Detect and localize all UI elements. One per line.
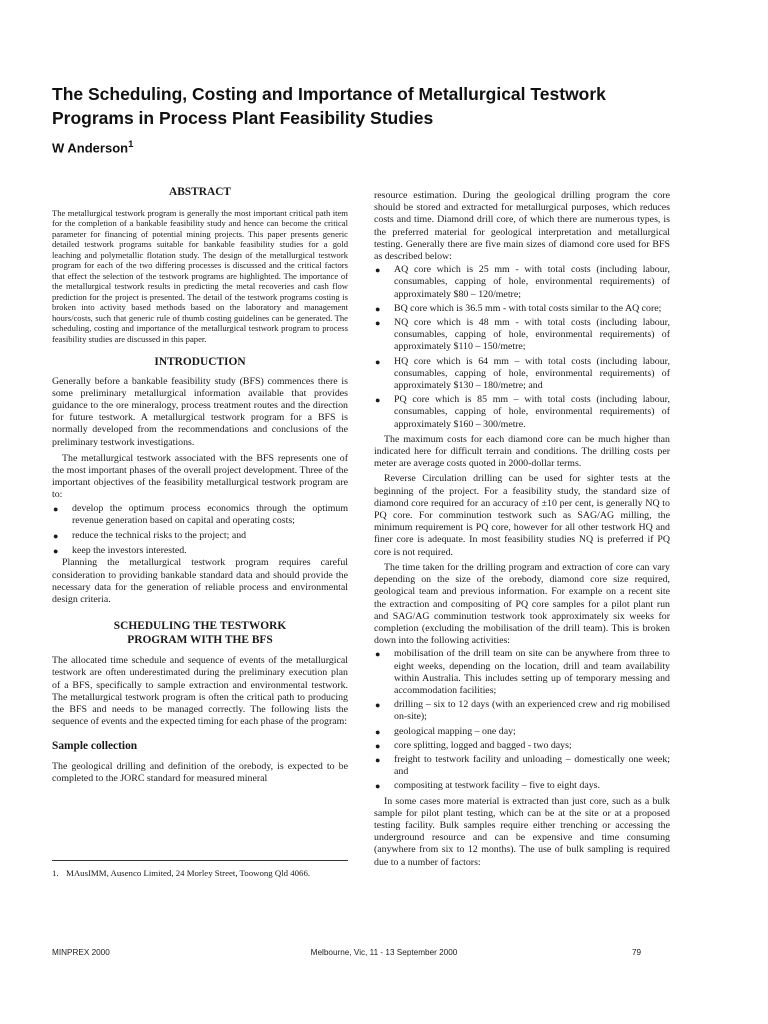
scheduling-heading: SCHEDULING THE TESTWORK PROGRAM WITH THE BFS xyxy=(113,620,287,646)
introduction-paragraph-2: The metallurgical testwork associated with the BFS represents one of the most important phases of the overall project development. Three of the important objectives of the feasibility metallurgical testwork program are to: xyxy=(52,452,348,501)
author-name: W Anderson xyxy=(52,140,129,156)
list-item: ● develop the optimum process economics through the optimum revenue generation based on capital and operating costs; xyxy=(53,502,348,526)
footnote-divider xyxy=(52,860,348,861)
footer-conference: MINPREX 2000 xyxy=(52,948,110,957)
right-paragraph-1: resource estimation. During the geological drilling program the core should be stored and extracted for metallurgical purposes, which reduces costs and time. Diamond drill core, of which there are numerous types, is the preferred material for geological interpretation and metallurgical testing. Generally there are five main sizes of diamond core used for BFS as described below: xyxy=(374,190,670,263)
abstract-heading: ABSTRACT xyxy=(168,186,232,198)
list-item: ● NQ core which is 48 mm - with total costs (including labour, consumables, capping of hole, environmental requirements) of approximately $110 – 150/metre; xyxy=(375,317,670,353)
list-item: ● keep the investors interested. xyxy=(53,545,187,557)
introduction-paragraph-1: Generally before a bankable feasibility study (BFS) commences there is some preliminary metallurgical information available that provides guidance to the ore mineralogy, process treatment routes and the direction for future testwork. A metallurgical testwork program for a BFS is normally developed from the recommendations and conclusions of the preliminary testwork investigations. xyxy=(52,375,348,448)
bullet-icon: ● xyxy=(375,649,381,660)
author-line xyxy=(52,139,133,155)
right-paragraph-3: Reverse Circulation drilling can be used for sighter tests at the beginning of the project. For a feasibility study, the standard size of diamond core required for an accuracy of ±10 per cent, is generally NQ to PQ core. For comminution testwork such as SAG/AG milling, the minimum requirement is PQ core, however for all other testwork HQ and finer core is adequate. In most feasibility studies NQ is preferred if PQ core is not required. xyxy=(374,473,670,558)
footnote-text: MAusIMM, Ausenco Limited, 24 Morley Street, Toowong Qld 4066. xyxy=(66,868,311,878)
paper-title: The Scheduling, Costing and Importance of Metallurgical Testwork Programs in Process Plant Feasibility Studies xyxy=(52,84,606,128)
footnote-mark: 1. xyxy=(52,868,59,878)
bullet-icon: ● xyxy=(53,503,59,514)
list-item: ● AQ core which is 25 mm - with total costs (including labour, consumables, capping of hole, environmental requirements) of approximately $80 – 120/metre; xyxy=(375,264,670,300)
list-item: ● mobilisation of the drill team on site can be anywhere from three to eight weeks, depending on the location, drill and team availability within Australia. This includes setting up of temporary messing and accommodation facilities; xyxy=(375,648,670,696)
sample-collection-heading: Sample collection xyxy=(52,740,138,753)
bullet-icon: ● xyxy=(375,726,381,737)
left-column xyxy=(52,186,348,785)
list-item: ● core splitting, logged and bagged - two days; xyxy=(375,739,572,751)
bullet-icon: ● xyxy=(375,740,381,751)
bullet-icon: ● xyxy=(375,356,381,367)
scheduling-paragraph-1: The allocated time schedule and sequence of events of the metallurgical testwork are often underestimated during the preliminary execution plan of a BFS, specifically to sample extraction and environmental testwork. The metallurgical testwork program is often the critical path to producing the BFS and needs to be managed correctly. The following lists the sequence of events and the expected timing for each phase of the program: xyxy=(52,655,348,728)
bullet-icon: ● xyxy=(375,318,381,329)
right-column xyxy=(374,190,670,869)
bullet-icon: ● xyxy=(375,754,381,765)
bullet-icon: ● xyxy=(375,265,381,276)
footnote xyxy=(52,868,348,879)
bullet-icon: ● xyxy=(53,546,59,557)
bullet-icon: ● xyxy=(375,700,381,711)
introduction-heading: INTRODUCTION xyxy=(154,356,246,368)
right-paragraph-5: In some cases more material is extracted than just core, such as a bulk sample for pilot plant testing, which can be at the site or at a proposed testing facility. Bulk samples require either trenching or accessing the underground resource and can be expensive and time consuming (anywhere from six to 12 months). The use of bulk sampling is required due to a number of factors: xyxy=(374,795,670,868)
right-paragraph-4: The time taken for the drilling program and extraction of core can vary depending on the size of the orebody, diamond core size required, geological team and previous information. For example on a recent site the extraction and compositing of PQ core samples for a pilot plant run and SAG/AG comminution testwork took approximately six weeks for completion (excluding the mobilisation of the drill team). This is broken down into the following activities: xyxy=(374,561,670,647)
sample-collection-paragraph-1: The geological drilling and definition of the orebody, is expected to be completed to the JORC standard for measured mineral xyxy=(52,760,348,785)
right-paragraph-2: The maximum costs for each diamond core can be much higher than indicated here for difficult terrain and conditions. The drilling costs per meter are average costs quoted in 2000-dollar terms. xyxy=(374,433,670,470)
list-item: ● geological mapping – one day; xyxy=(375,725,516,737)
bullet-icon: ● xyxy=(53,530,59,541)
list-item: ● compositing at testwork facility – five to eight days. xyxy=(375,780,600,792)
core-sizes-list xyxy=(374,264,670,431)
list-item: ● drilling – six to 12 days (with an experienced crew and rig mobilised on-site); xyxy=(375,699,670,723)
page-number: 79 xyxy=(632,948,642,957)
activities-list xyxy=(374,648,670,792)
introduction-paragraph-3: Planning the metallurgical testwork program requires careful consideration to providing bankable standard data and should provide the necessary data for the generation of reliable process and environmental design criteria. xyxy=(52,557,348,605)
list-item: ● freight to testwork facility and unloading – domestically one week; and xyxy=(375,753,670,778)
list-item: ● BQ core which is 36.5 mm - with total costs similar to the AQ core; xyxy=(375,302,662,314)
bullet-icon: ● xyxy=(375,781,381,792)
list-item: ● HQ core which is 64 mm – with total costs (including labour, consumables, capping of hole, environmental requirements) of approximately $130 – 180/metre; and xyxy=(375,355,670,392)
abstract-text: The metallurgical testwork program is generally the most important critical path item for the completion of a bankable feasibility study and hence can become the critical parameter for financing of potential mining projects. This paper presents generic detailed testwork programs suitable for bankable feasibility studies for a gold leaching and polymetallic flotation study. The design of the metallurgical testwork program for each of the two differing processes is discussed and the critical factors that effect the selection of the testwork programs are highlighted. The importance of the metallurgical testwork results in predicting the metal recoveries and cash flow prediction for the project is presented. The detail of the testwork programs costing is broken into activity based methods based on the laboratory and management hours/costs, such that generic rule of thumb costing guidelines can be generated. The scheduling, costing and importance of the metallurgical testwork program to process feasibility studies are discussed in this paper. xyxy=(52,207,348,344)
bullet-icon: ● xyxy=(375,303,381,314)
footer-location-date: Melbourne, Vic, 11 - 13 September 2000 xyxy=(310,948,458,957)
bullet-icon: ● xyxy=(375,395,381,406)
list-item: ● reduce the technical risks to the project; and xyxy=(53,529,247,541)
list-item: ● PQ core which is 85 mm – with total costs (including labour, consumables, capping of hole, environmental requirements) of approximately $160 – 300/metre. xyxy=(375,394,670,430)
objectives-list xyxy=(52,503,348,558)
author-affiliation-mark: 1 xyxy=(128,139,134,150)
